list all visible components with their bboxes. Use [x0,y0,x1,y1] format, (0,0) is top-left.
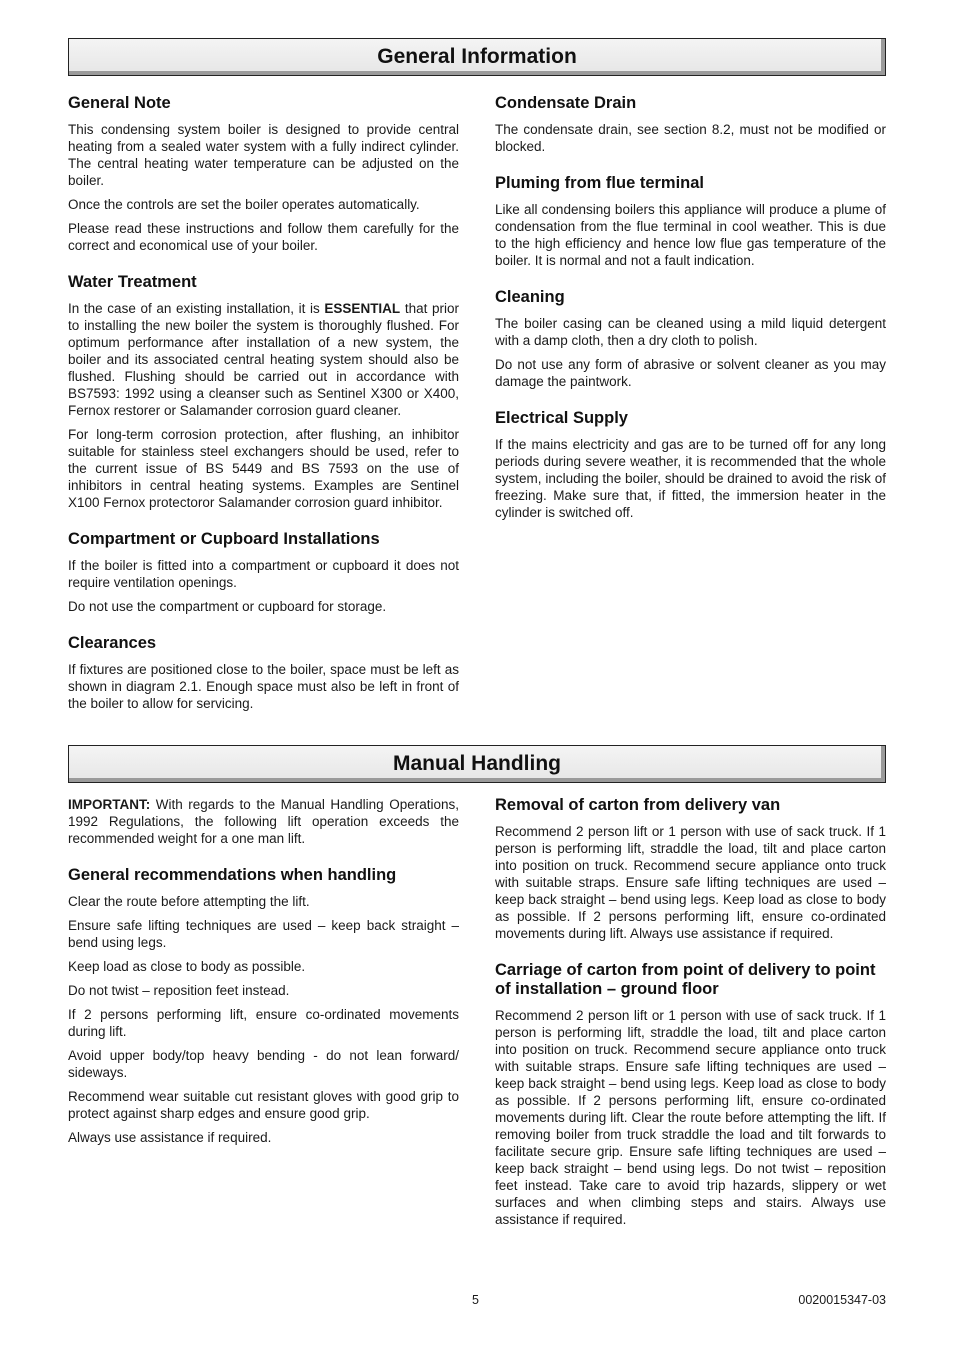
section-block [68,530,459,615]
section-title: General Information [377,45,577,68]
section-block [68,796,459,847]
body-paragraph: This condensing system boiler is designed to provide central heating from a sealed water system with a fully indirect cylinder. The central heating water temperature can be adjusted on the boiler. [68,122,459,188]
manual-handling-banner [68,745,886,783]
section-heading: Carriage of carton from point of delivery to point of installation – ground floor [495,961,876,998]
body-paragraph: Avoid upper body/top heavy bending - do not lean forward/ sideways. [68,1048,459,1080]
manual-handling-right-column [495,796,886,1235]
body-paragraph: The boiler casing can be cleaned using a mild liquid detergent with a damp cloth, then a dry cloth to polish. [495,316,886,348]
section-heading: Removal of carton from delivery van [495,796,781,814]
section-block [495,409,886,521]
section-heading: Pluming from flue terminal [495,174,705,192]
section-heading: Clearances [68,634,157,652]
section-block [68,94,459,254]
body-paragraph: Please read these instructions and follow them carefully for the correct and economical use of your boiler. [68,221,459,253]
section-heading: Condensate Drain [495,94,637,112]
body-paragraph: Ensure safe lifting techniques are used – keep back straight – bend using legs. [68,918,459,950]
body-paragraph: Keep load as close to body as possible. [68,959,306,974]
body-paragraph: Recommend wear suitable cut resistant gloves with good grip to protect against sharp edges and ensure good grip. [68,1089,459,1121]
body-paragraph: Do not use the compartment or cupboard for storage. [68,599,387,614]
emphasis-text: ESSENTIAL [324,301,401,316]
body-paragraph: If the boiler is fitted into a compartment or cupboard it does not require ventilation openings. [68,558,459,590]
body-paragraph: Once the controls are set the boiler operates automatically. [68,197,420,212]
body-paragraph: IMPORTANT: With regards to the Manual Handling Operations, 1992 Regulations, the following lift operation exceeds the recommended weight for a one man lift. [68,797,459,846]
manual-handling-left-column [68,796,459,1153]
body-paragraph: For long-term corrosion protection, after flushing, an inhibitor suitable for stainless steel exchangers should be used, refer to the current issue of BS 5449 and BS 7593 on the use of inhibitors in central heating systems. Examples are Sentinel X100 Fernox protectoror Salamander corrosion guard inhibitor. [68,427,459,510]
section-block [68,866,459,1146]
section-heading: General Note [68,94,171,112]
body-paragraph: In the case of an existing installation, it is ESSENTIAL that prior to installing the new boiler the system is thoroughly flushed. For optimum performance after installation of a new system, the boiler and its associated central heating system should also be flushed. Flushing should be carried out in accordance with BS7593: 1992 using a cleanser such as Sentinel X300 or X400, Fernox restorer or Salamander corrosion guard cleaner. [68,301,459,418]
body-paragraph: If the mains electricity and gas are to be turned off for any long periods during severe weather, it is recommended that the whole system, including the boiler, should be drained to avoid the risk of freezing. Make sure that, if fitted, the immersion heater in the cylinder is switched off. [495,437,886,520]
section-block [68,273,459,511]
section-title: Manual Handling [393,752,561,775]
section-block [68,634,459,712]
body-paragraph: Do not twist – reposition feet instead. [68,983,290,998]
body-paragraph: Recommend 2 person lift or 1 person with use of sack truck. If 1 person is performing lift, straddle the load, tilt and place carton into position on truck. Recommend secure appliance onto truck with suitable straps. Ensure safe lifting techniques are used – keep back straight – bend using legs. Keep load as close to body as possible. If 2 persons performing lift, ensure co-ordinated movements during lift. Clear the route before attempting the lift. If removing boiler from truck straddle the load and tilt forwards to facilitate secure grip. Ensure safe lifting techniques are used – keep back straight – bend using legs. Do not twist – reposition feet instead. Take care to avoid trip hazards, slippery or wet surfaces and when climbing steps and stairs. Always use assistance if required. [495,1008,886,1227]
section-block [495,961,886,1228]
section-heading: General recommendations when handling [68,866,397,884]
body-paragraph: Like all condensing boilers this appliance will produce a plume of condensation from the flue terminal in cool weather. This is due to the high efficiency and hence low flue gas temperature of the boiler. It is normal and not a fault indication. [495,202,886,268]
emphasis-text: IMPORTANT: [68,797,151,812]
body-paragraph: Recommend 2 person lift or 1 person with use of sack truck. If 1 person is performing lift, straddle the load, tilt and place carton into position on truck. Recommend secure appliance onto truck with suitable straps. Ensure safe lifting techniques are used – keep back straight – bend using legs. Keep load as close to body as possible. If 2 persons performing lift, ensure co-ordinated movements during lift. Always use assistance if required. [495,824,886,941]
section-heading: Compartment or Cupboard Installations [68,530,380,548]
section-block [495,174,886,269]
section-heading: Electrical Supply [495,409,628,427]
section-heading: Cleaning [495,288,565,306]
body-paragraph: If fixtures are positioned close to the boiler, space must be left as shown in diagram 2.1. Enough space must also be left in front of the boiler to allow for servicing. [68,662,459,711]
page-number: 5 [472,1293,479,1307]
general-information-banner [68,38,886,76]
section-block [495,94,886,155]
section-block [495,796,886,942]
section-heading: Water Treatment [68,273,197,291]
body-paragraph: The condensate drain, see section 8.2, must not be modified or blocked. [495,122,886,154]
general-information-left-column [68,94,459,719]
body-paragraph: Clear the route before attempting the lift. [68,894,310,909]
body-paragraph: Do not use any form of abrasive or solvent cleaner as you may damage the paintwork. [495,357,886,389]
body-paragraph: If 2 persons performing lift, ensure co-ordinated movements during lift. [68,1007,459,1039]
body-paragraph: Always use assistance if required. [68,1130,272,1145]
general-information-right-column [495,94,886,528]
section-block [495,288,886,390]
document-code: 0020015347-03 [798,1293,886,1307]
